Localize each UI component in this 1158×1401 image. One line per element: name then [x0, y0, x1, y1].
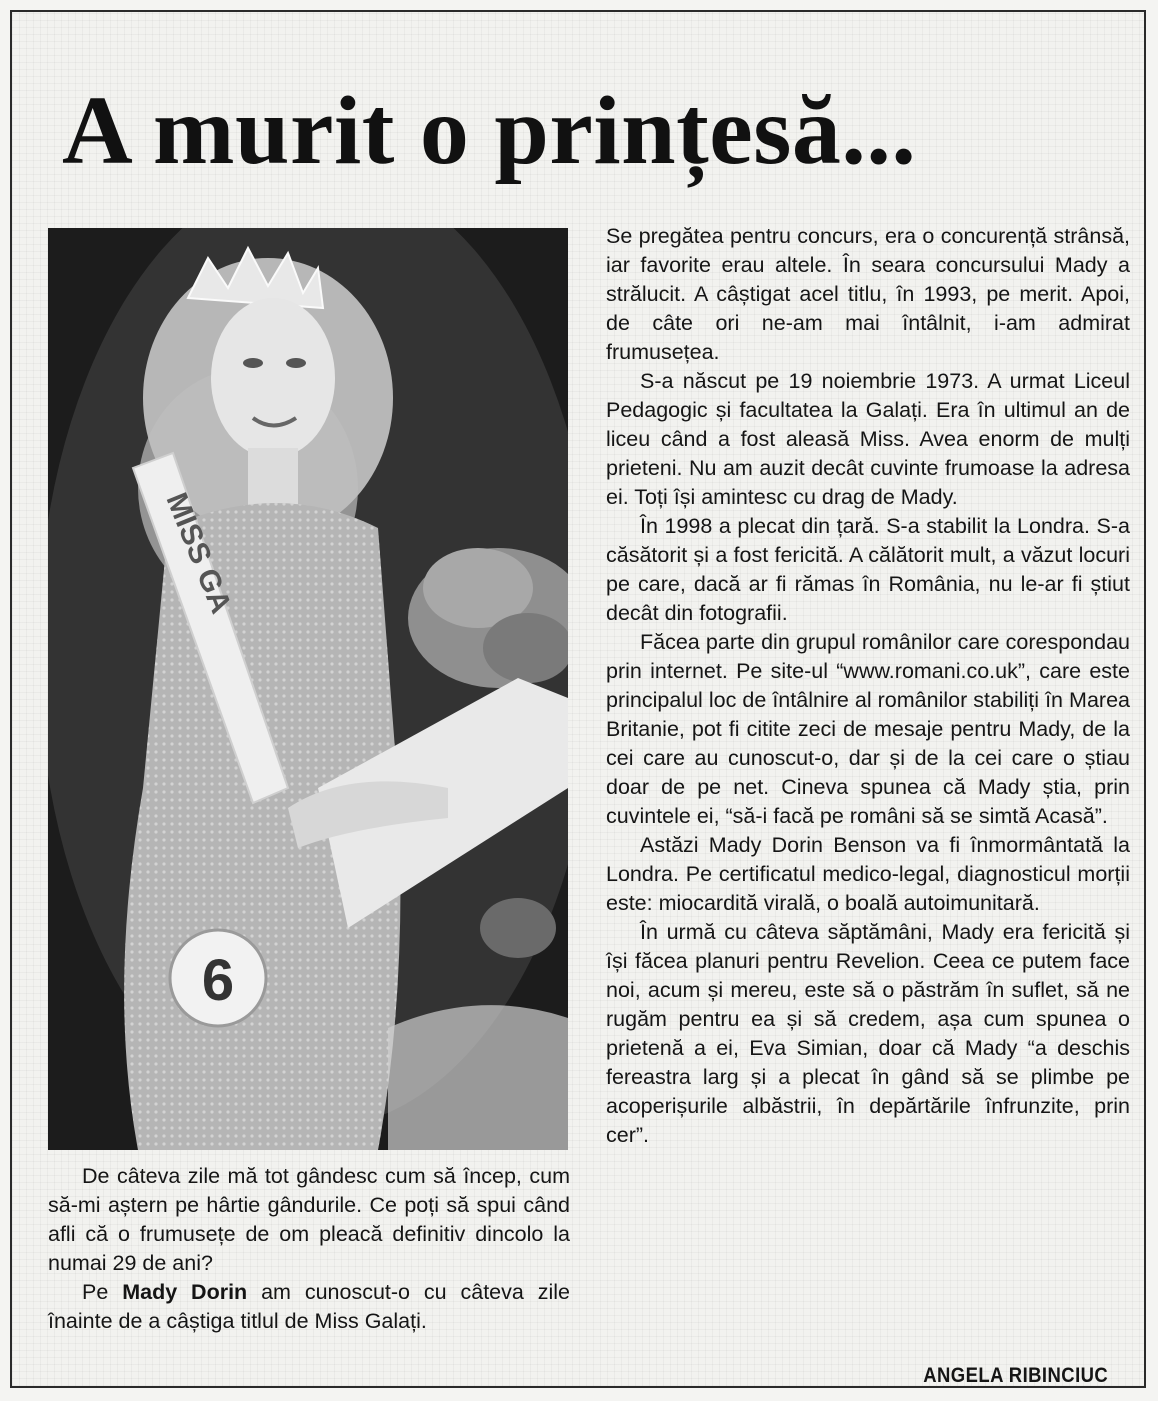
- paragraph: În 1998 a plecat din țară. S-a stabilit la Londra. S-a căsătorit și a fost fericită. A călătorit mult, a văzut locuri pe care, dacă ar fi rămas în România, nu le-ar fi știut decât din fotografii.: [606, 514, 1130, 625]
- paragraph: Astăzi Mady Dorin Benson va fi înmormântată la Londra. Pe certificatul medico-legal, diagnosticul morții este: miocardită virală, o boală autoimunitară.: [606, 833, 1130, 915]
- paragraph: S-a născut pe 19 noiembrie 1973. A urmat Liceul Pedagogic și facultatea la Galați. Era în ultimul an de liceu când a fost aleasă Miss. Avea enorm de mulți prieteni. Nu am auzit decât cuvinte frumoase la adresa ei. Toți își amintesc cu drag de Mady.: [606, 369, 1130, 509]
- paragraph: În urmă cu câteva săptămâni, Mady era fericită și își făcea planuri pentru Revelion. Ceea ce putem face noi, acum și mereu, este să o păstrăm în suflet, să ne rugăm pentru ea și să credem, așa cum spunea o prietenă a ei, Eva Simian, doar că Mady “a deschis fereastra larg și a plecat în gând să se plimbe pe acoperișurile albăstrii, în depărtările înfrunzite, prin cer”.: [606, 920, 1130, 1147]
- left-column-text: [48, 1162, 570, 1336]
- paragraph: Făcea parte din grupul românilor care corespondau prin internet. Pe site-ul “www.romani.co.uk”, care este principalul loc de întâlnire al românilor stabiliți în Marea Britanie, pot fi citite zeci de mesaje pentru Mady, de la cei care au cunoscut-o, dar și de la cei care o știau doar de pe net. Cineva spunea că Mady știa, prin cuvintele ei, “să-i facă pe români să se simtă Acasă”.: [606, 630, 1130, 828]
- article-frame: [10, 10, 1146, 1388]
- paragraph: De câteva zile mă tot gândesc cum să încep, cum să-mi aștern pe hârtie gândurile. Ce poți să spui când afli că o frumusețe de om pleacă definitiv dincolo la numai 29 de ani?: [48, 1164, 570, 1275]
- right-column-text: [606, 222, 1130, 1150]
- woman-with-crown-and-sash-photo: [48, 228, 568, 1150]
- number-badge: 6: [201, 948, 235, 1013]
- paragraph: Se pregătea pentru concurs, era o concurență strânsă, iar favorite erau altele. În seara concursului Mady a strălucit. A câștigat acel titlu, în 1993, pe merit. Apoi, de câte ori ne-am mai întâlnit, i-am admirat frumusețea.: [606, 224, 1130, 364]
- paragraph: [48, 1278, 570, 1336]
- sash-text: MISS GA: [159, 488, 238, 619]
- paragraph-text: Pe: [82, 1280, 123, 1304]
- headline: A murit o prințesă...: [62, 77, 917, 185]
- person-name: Mady Dorin: [122, 1280, 248, 1304]
- paragraph-text: am cunoscut-o cu câteva zile înainte de a câștiga titlul de Miss Galați.: [48, 1280, 570, 1333]
- byline: ANGELA RIBINCIUC: [923, 1364, 1108, 1387]
